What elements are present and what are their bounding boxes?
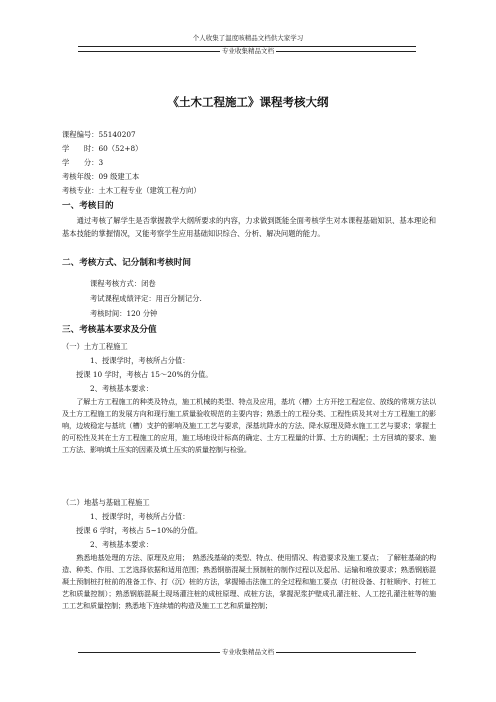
header-sub-label: 专业收集精品文档: [222, 47, 274, 55]
meta-course-code: 课程编号：55140207: [62, 130, 136, 139]
meta-grade: 考核年级：09 级建工本: [62, 172, 140, 181]
meta-hours: 学 时：60（52+8）: [62, 144, 143, 153]
meta-major: 考核专业：土木工程专业（建筑工程方向）: [62, 186, 201, 195]
part-1-item-2: 2、考核基本要求：: [90, 384, 154, 393]
part-1-heading: （一）土方工程施工: [62, 342, 128, 351]
exam-format: 课程考核方式：闭卷: [90, 279, 156, 288]
section-1-heading: 一、考核目的: [62, 201, 114, 211]
part-2-item-1: 1、授课学时，考核所占分值：: [90, 512, 190, 521]
exam-duration: 考核时间：120 分钟: [90, 309, 158, 318]
part-2-heading: （二）地基与基础工程施工: [62, 498, 150, 507]
section-3-heading: 三、考核基本要求及分值: [62, 325, 157, 335]
footer-label: 专业收集精品文档: [222, 648, 274, 656]
section-1-body: 通过考核了解学生是否掌握教学大纲所要求的内容，力求做到既能全面考核学生对本课程基础知识、基本理论和基本技能的掌握情况，又能考察学生应用基础知识综合、分析、解决问题的能力。: [62, 216, 436, 238]
part-1-item-1-detail: 授课 10 学时，考核占 15～20%的分值。: [76, 370, 213, 379]
section-2-heading: 二、考核方式、记分制和考核时间: [62, 258, 191, 268]
grading-method: 考试课程成绩评定：用百分制记分.: [90, 294, 202, 303]
part-2-item-2: 2、考核基本要求：: [90, 540, 154, 549]
footer-text: [0, 648, 496, 656]
header-top-text: 个人收集了温度咳精品文档供大家学习: [192, 34, 304, 42]
part-1-item-1: 1、授课学时，考核所占分值：: [90, 356, 190, 365]
document-title: 《土木工程施工》课程考核大纲: [167, 95, 329, 109]
part-2-body: 熟悉地基处理的方法、原理及应用； 熟悉浅基础的类型、特点、使用情况、构造要求及施工要点； 了解桩基础的构造、种类、作用、工艺选择依据和适用范围；熟悉钢筋混凝土预制桩的制作过程以及起吊、运输和堆放要求；熟悉钢筋混凝土预制桩打桩前的准备工作、打（沉）桩的方法，掌握锤击法施工的全过程和施工要点（打桩设备、打桩顺序、打桩工艺和质量控制）；熟悉钢筋混凝土现场灌注桩的成桩原理、成桩方法，掌握泥浆护壁成孔灌注桩、人工挖孔灌注桩等的施工工艺和质量控制；熟悉地下连续墙的构造及施工工艺和质量控制；: [62, 553, 436, 610]
part-1-body: 了解土方工程施工的种类及特点，施工机械的类型、特点及应用，基坑（槽）土方开挖工程定位、放线的常规方法以及土方工程施工的发展方向和现行施工质量验收规范的主要内容；熟悉土的工程分类、工程性质及其对土方工程施工的影响，边坡稳定与基坑（槽）支护的影响及施工工艺与要求，深基坑降水的方法、降水原理及降水施工工艺与要求；掌握土的可松性及其在土方工程施工的应用，施工场地设计标高的确定、土方工程量的计算、土方的调配；土方回填的要求、施工方法、影响填土压实的因素及填土压实的质量控制与检验。: [62, 397, 436, 454]
meta-credits: 学 分：3: [62, 158, 104, 167]
header-sub-text: [0, 47, 496, 55]
part-2-item-1-detail: 授课 6 学时，考核占 5~10%的分值。: [76, 526, 203, 535]
